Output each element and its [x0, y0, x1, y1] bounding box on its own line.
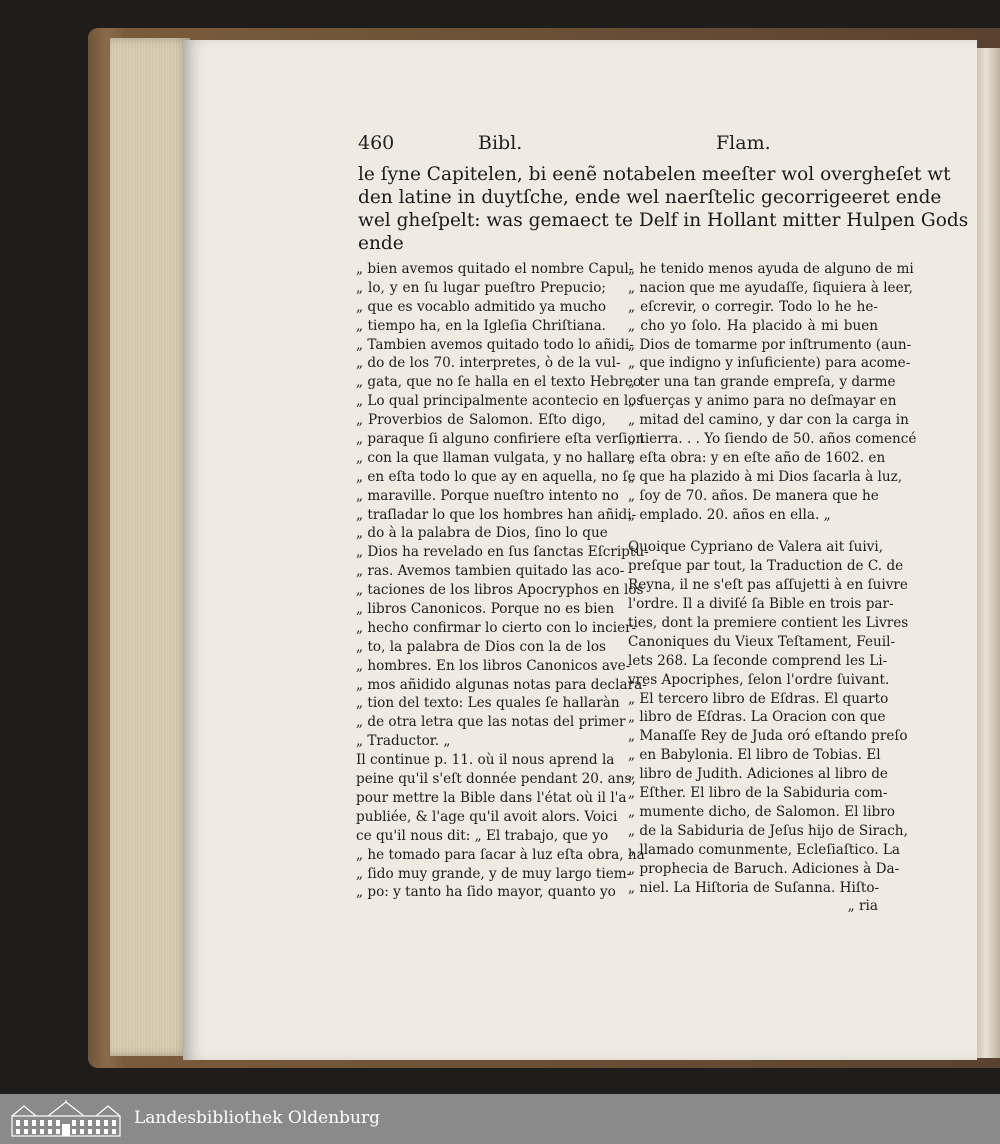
- text-line: Canoniques du Vieux Teſtament, Feuil-: [628, 633, 896, 650]
- paragraph-gap: [628, 524, 878, 538]
- text-line: „ he tomado para ſacar à luz eſta obra, ha: [356, 846, 645, 863]
- left-text-column: [356, 260, 649, 902]
- text-line: „ Eſther. El libro de la Sabiduria com-: [628, 785, 888, 802]
- text-line: „ ſido muy grande, y de muy largo tiem-: [356, 865, 632, 882]
- page-number: 460: [358, 132, 395, 154]
- text-line: Quoique Cypriano de Valera ait ſuivi,: [628, 539, 884, 556]
- text-line: „ libros Canonicos. Porque no es bien: [356, 601, 615, 618]
- text-line: „ bien avemos quitado el nombre Capul-: [356, 261, 634, 277]
- text-line: „ que ha plazido à mi Dios ſacarla à luz,: [628, 468, 903, 485]
- running-head-left: Bibl.: [478, 132, 523, 154]
- text-line: „ traſladar lo que los hombres han añidi-: [356, 506, 637, 523]
- text-line: „ de la Sabiduria de Jeſus hijo de Sirach,: [628, 822, 908, 839]
- text-line: „ ria: [847, 898, 878, 915]
- text-line: „ he tenido menos ayuda de alguno de mi: [628, 261, 914, 277]
- text-line: vres Apocriphes, ſelon l'ordre ſuivant.: [628, 671, 890, 688]
- text-line: publiée, & l'age qu'il avoit alors. Voici: [356, 808, 618, 825]
- next-page-edge: [977, 48, 1000, 1058]
- text-line: „ fuerças y animo para no deſmayar en: [628, 393, 897, 410]
- text-line: „ que indigno y inſuficiente) para acome-: [628, 355, 911, 372]
- running-head-right: Flam.: [716, 132, 771, 154]
- text-line: „ tierra. . . Yo ſiendo de 50. años comencé: [628, 431, 917, 448]
- text-line: „ niel. La Hiſtoria de Suſanna. Hiſto-: [628, 879, 880, 896]
- text-line: „ to, la palabra de Dios con la de los: [356, 638, 606, 655]
- text-line: „ en eſta todo lo que ay en aquella, no ſe: [356, 468, 636, 485]
- quote-line: den latine in duytſche, ende wel naerſtelic gecorrigeeret ende: [358, 187, 942, 208]
- text-line: „ eſta obra: y en eſte año de 1602. en: [628, 449, 886, 466]
- blackletter-quote-block: [358, 163, 969, 255]
- text-line: ties, dont la premiere contient les Livres: [628, 615, 909, 632]
- text-line: „ Lo qual principalmente acontecio en los: [356, 393, 644, 410]
- text-line: „ Dios de tomarme por inſtrumento (aun-: [628, 336, 912, 353]
- text-line: „ Proverbios de Salomon. Eſto digo,: [356, 412, 606, 429]
- quote-line: wel gheſpelt: was gemaect te Delf in Hollant mitter Hulpen Gods: [358, 210, 969, 231]
- text-line: „ ſoy de 70. años. De manera que he: [628, 487, 879, 504]
- text-line: „ en Babylonia. El libro de Tobias. El: [628, 747, 881, 764]
- text-line: „ llamado comunmente, Ecleſiaſtico. La: [628, 841, 900, 858]
- library-name: Landesbibliothek Oldenburg: [134, 1108, 381, 1128]
- text-line: „ de otra letra que las notas del primer: [356, 714, 626, 731]
- text-line: „ emplado. 20. años en ella. „: [628, 506, 831, 523]
- text-line: „ lo, y en ſu lugar pueſtro Prepucio;: [356, 279, 606, 296]
- quote-line: ende: [358, 233, 404, 254]
- text-line: „ Dios ha revelado en ſus ſanctas Eſcriptu-: [356, 544, 649, 561]
- text-line: „ hecho confirmar lo cierto con lo incier-: [356, 619, 637, 636]
- text-line: „ Manaſſe Rey de Juda oró eſtando preſo: [628, 728, 908, 745]
- text-line: „ libro de Eſdras. La Oracion con que: [628, 709, 886, 726]
- text-line: „ tiempo ha, en la Igleſia Chriſtiana.: [356, 317, 606, 334]
- text-line: pour mettre la Bible dans l'état où il l'a: [356, 789, 627, 806]
- text-line: „ ter una tan grande empreſa, y darme: [628, 374, 896, 391]
- text-line: „ que es vocablo admitido ya mucho: [356, 298, 606, 315]
- text-line: „ hombres. En los libros Canonicos ave-: [356, 657, 631, 674]
- right-text-column: [628, 260, 917, 916]
- text-line: „ tion del texto: Les quales ſe hallaràn: [356, 695, 620, 712]
- quote-line: le ſyne Capitelen, bi eenẽ notabelen meeſter wol overgheſet wt: [358, 164, 951, 185]
- page-edges: [110, 38, 190, 1056]
- text-line: „ El tercero libro de Eſdras. El quarto: [628, 690, 889, 707]
- text-line: „ cho yo ſolo. Ha placido à mi buen: [628, 317, 878, 334]
- text-line: „ do de los 70. interpretes, ò de la vul-: [356, 355, 621, 372]
- library-building-logo-icon: [10, 1100, 122, 1138]
- text-line: „ mos añidido algunas notas para declara-: [356, 676, 647, 693]
- text-line: „ po: y tanto ha ſido mayor, quanto yo: [356, 884, 616, 901]
- text-line: „ Traductor. „: [356, 733, 451, 750]
- text-line: l'ordre. Il a diviſé ſa Bible en trois par-: [628, 596, 894, 613]
- text-line: „ libro de Judith. Adiciones al libro de: [628, 766, 888, 783]
- text-line: „ taciones de los libros Apocryphos en los: [356, 582, 644, 599]
- text-line: „ maraville. Porque nueſtro intento no: [356, 487, 619, 504]
- text-line: „ nacion que me ayudaſſe, ſiquiera à leer,: [628, 279, 913, 296]
- text-line: „ gata, que no ſe halla en el texto Hebreo.: [356, 374, 646, 391]
- text-line: „ do à la palabra de Dios, ſino lo que: [356, 525, 608, 542]
- footer-banner: [0, 1094, 1000, 1144]
- text-line: „ ras. Avemos tambien quitado las aco-: [356, 563, 625, 580]
- text-line: Reyna, il ne s'eſt pas aſſujetti à en ſuivre: [628, 577, 908, 594]
- text-line: „ paraque ſi alguno confiriere eſta verſion: [356, 431, 645, 448]
- text-line: „ Tambien avemos quitado todo lo añidi-: [356, 336, 634, 353]
- text-line: „ mitad del camino, y dar con la carga in: [628, 412, 909, 429]
- text-line: preſque par tout, la Traduction de C. de: [628, 558, 904, 575]
- text-line: „ eſcrevir, o corregir. Todo lo he he-: [628, 298, 878, 315]
- text-line: peine qu'il s'eſt donnée pendant 20. ans,: [356, 771, 636, 788]
- text-line: Il continue p. 11. où il nous aprend la: [356, 752, 615, 769]
- text-line: lets 268. La ſeconde comprend les Li-: [628, 652, 888, 669]
- text-line: „ mumente dicho, de Salomon. El libro: [628, 803, 895, 820]
- text-line: „ con la que llaman vulgata, y no hallare: [356, 449, 635, 466]
- text-line: ce qu'il nous dit: „ El trabajo, que yo: [356, 827, 609, 844]
- text-line: „ prophecia de Baruch. Adiciones à Da-: [628, 860, 900, 877]
